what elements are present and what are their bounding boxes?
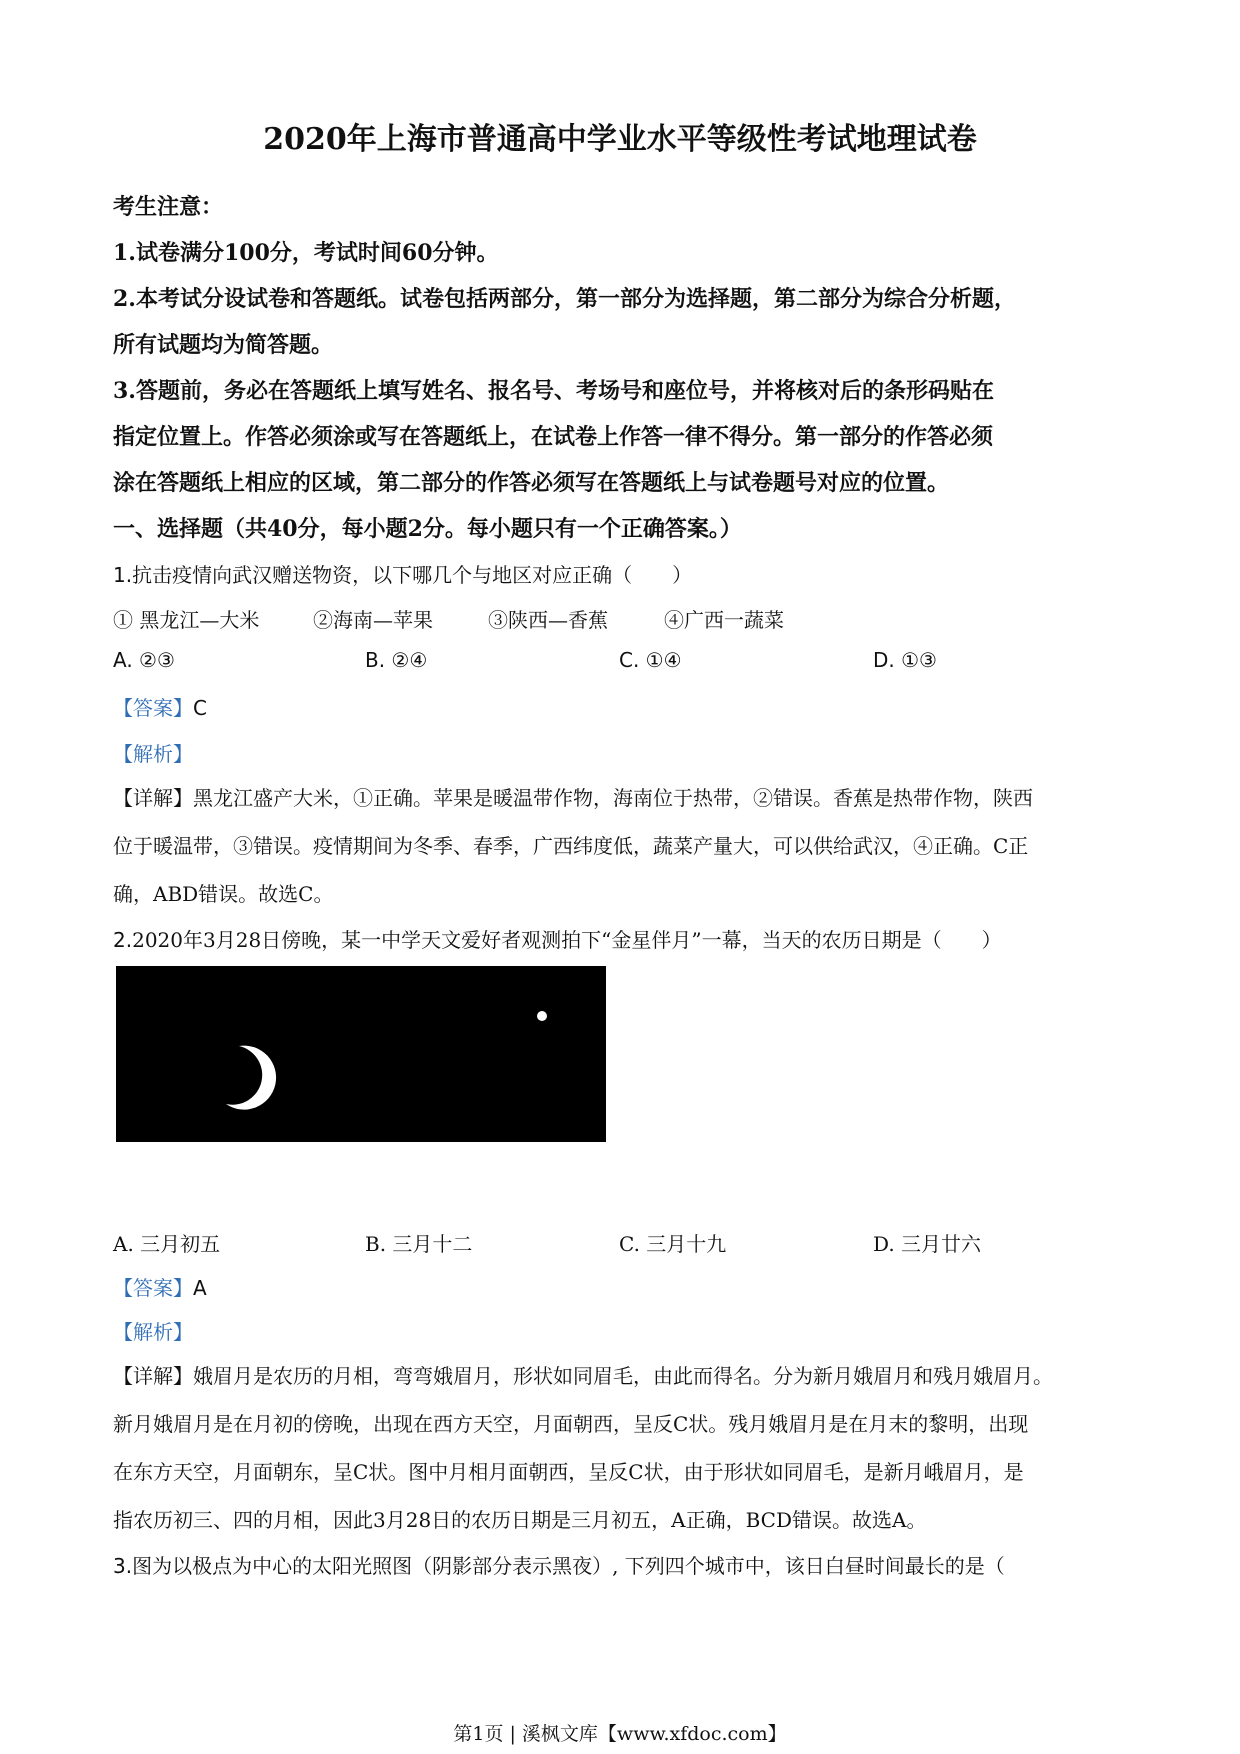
answer-value: C	[193, 696, 207, 720]
q1-item: ③陕西—香蕉	[488, 608, 608, 632]
question-text: 抗击疫情向武汉赠送物资，以下哪几个与地区对应正确（ ）	[132, 563, 693, 587]
q1-detail-line: 位于暖温带，③错误。疫情期间为冬季、春季，广西纬度低，蔬菜产量大，可以供给武汉，④正确。C正	[113, 834, 1029, 858]
question-number: 3.	[113, 1554, 133, 1578]
question-number: 1.	[113, 563, 133, 587]
q2-option-c: C. 三月十九	[619, 1232, 727, 1256]
q2-option-b: B. 三月十二	[365, 1232, 473, 1256]
venus-moon-photo	[116, 966, 606, 1142]
q2-detail-line: 新月娥眉月是在月初的傍晚，出现在西方天空，月面朝西，呈反C状。残月娥眉月是在月末的黎明，出现	[113, 1412, 1029, 1436]
notice-line: 1.试卷满分100分，考试时间60分钟。	[113, 240, 499, 266]
q1-answer	[113, 692, 207, 721]
q1-option-c: C. ①④	[619, 648, 682, 672]
q2-analysis-tag: 【解析】	[113, 1320, 193, 1344]
page-footer: 第1页 | 溪枫文库【www.xfdoc.com】	[453, 1723, 787, 1745]
crescent-moon-venus-illustration	[116, 966, 606, 1142]
notice-heading: 考生注意：	[113, 194, 224, 220]
notice-line: 涂在答题纸上相应的区域，第二部分的作答必须写在答题纸上与试卷题号对应的位置。	[113, 470, 950, 496]
q1-option-d: D. ①③	[873, 648, 937, 672]
q1-detail-line: 【详解】黑龙江盛产大米，①正确。苹果是暖温带作物，海南位于热带，②错误。香蕉是热带作物，陕西	[113, 786, 1033, 810]
notice-line: 2.本考试分设试卷和答题纸。试卷包括两部分，第一部分为选择题，第二部分为综合分析题，	[113, 286, 1016, 312]
question-3-stem	[113, 1550, 1005, 1579]
q2-option-a: A. 三月初五	[113, 1232, 221, 1256]
q1-analysis-tag: 【解析】	[113, 742, 193, 766]
q1-option-b: B. ②④	[365, 648, 428, 672]
q1-item: ① 黑龙江—大米	[113, 608, 260, 632]
q2-answer	[113, 1272, 207, 1301]
q1-detail-line: 确，ABD错误。故选C。	[113, 882, 334, 906]
venus-dot	[537, 1011, 547, 1021]
q2-detail-line: 【详解】娥眉月是农历的月相，弯弯娥眉月，形状如同眉毛，由此而得名。分为新月娥眉月和残月娥眉月。	[113, 1364, 1053, 1388]
answer-tag: 【答案】	[113, 1276, 193, 1300]
notice-line: 所有试题均为简答题。	[113, 332, 334, 358]
q2-detail-line: 在东方天空，月面朝东，呈C状。图中月相月面朝西，呈反C状，由于形状如同眉毛，是新月峨眉月，是	[113, 1460, 1024, 1484]
notice-line: 3.答题前，务必在答题纸上填写姓名、报名号、考场号和座位号，并将核对后的条形码贴在	[113, 378, 994, 404]
question-2-stem	[113, 924, 1002, 953]
question-number: 2.	[113, 928, 133, 952]
question-text: 2020年3月28日傍晚，某一中学天文爱好者观测拍下“金星伴月”一幕，当天的农历日期是（ ）	[132, 928, 1002, 952]
q1-item: ④广西一蔬菜	[664, 608, 784, 632]
section-heading: 一、选择题（共40分，每小题2分。每小题只有一个正确答案。）	[113, 516, 742, 542]
question-text: 图为以极点为中心的太阳光照图（阴影部分表示黑夜）, 下列四个城市中，该日白昼时间最长的是（	[132, 1554, 1005, 1578]
page-title: 2020年上海市普通高中学业水平等级性考试地理试卷	[263, 122, 977, 157]
q1-item: ②海南—苹果	[313, 608, 433, 632]
answer-value: A	[193, 1276, 207, 1300]
q2-detail-line: 指农历初三、四的月相，因此3月28日的农历日期是三月初五，A正确，BCD错误。故选A。	[113, 1508, 927, 1532]
question-1-stem	[113, 559, 692, 588]
answer-tag: 【答案】	[113, 696, 193, 720]
q1-option-a: A. ②③	[113, 648, 175, 672]
notice-line: 指定位置上。作答必须涂或写在答题纸上，在试卷上作答一律不得分。第一部分的作答必须	[113, 424, 994, 450]
q2-option-d: D. 三月廿六	[873, 1232, 982, 1256]
